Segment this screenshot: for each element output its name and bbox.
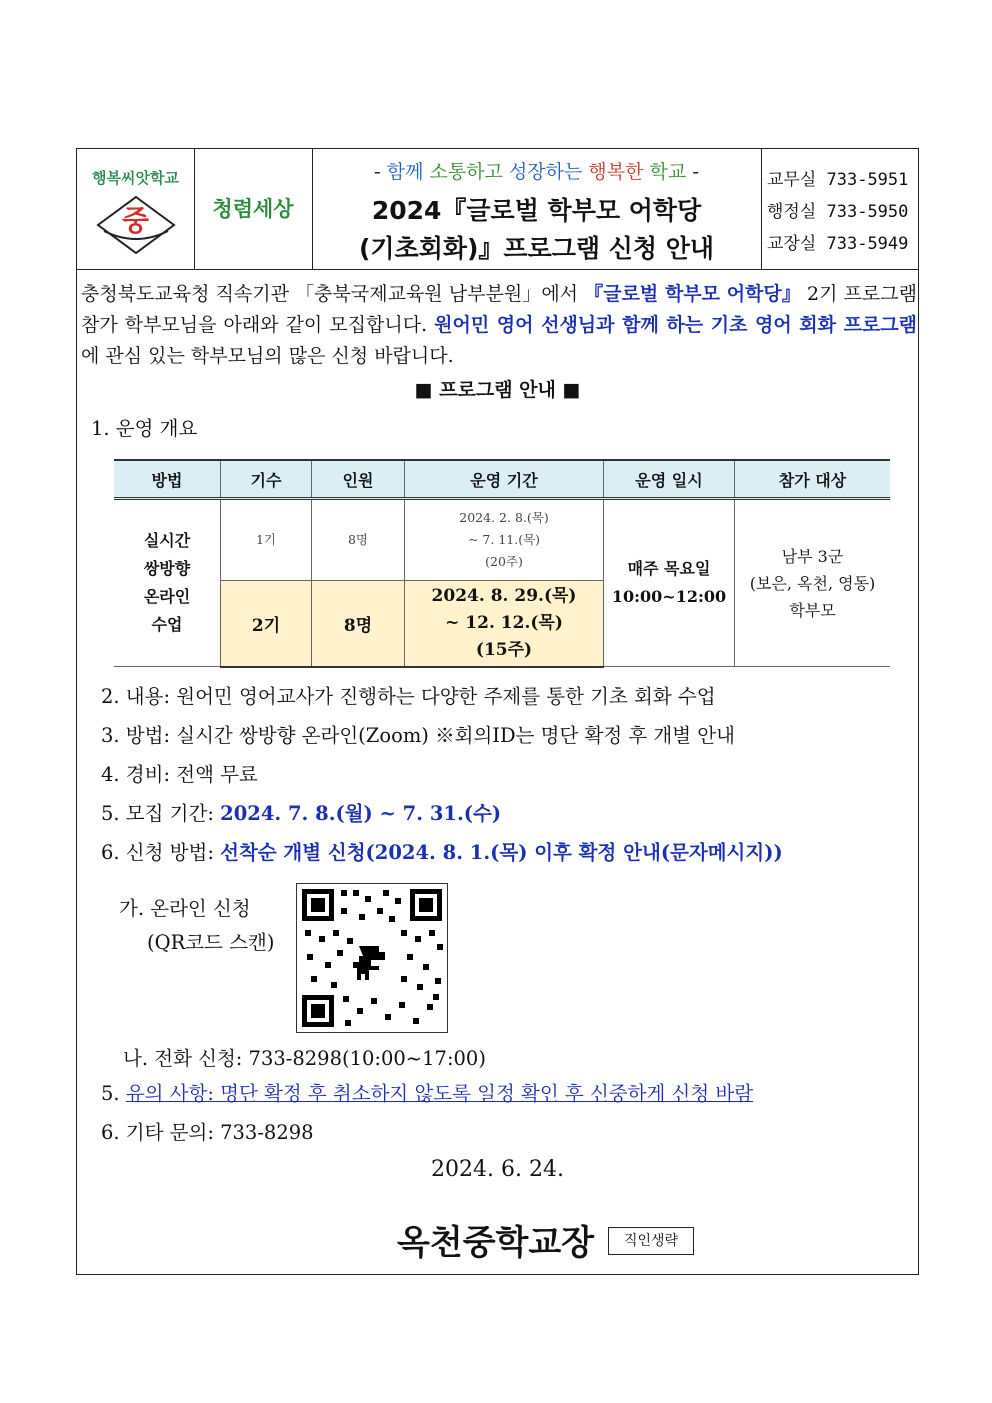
phone-apply: 나. 전화 신청: 733-8298(10:00~17:00)	[123, 1047, 486, 1070]
section-title: ■ 프로그램 안내 ■	[414, 379, 581, 401]
qr-code-icon	[297, 884, 447, 1032]
integrity-logo	[194, 149, 313, 269]
phone-list	[761, 149, 918, 269]
page-title-line1: 2024『글로벌 학부모 어학당	[371, 196, 702, 225]
title-box	[312, 149, 762, 269]
item-3: 3. 방법: 실시간 쌍방향 온라인(Zoom) ※회의ID는 명단 확정 후 개별 안내	[101, 724, 735, 747]
emblem-char: 중	[121, 204, 150, 237]
item-6-inquiry: 6. 기타 문의: 733-8298	[101, 1121, 314, 1144]
school-logo	[77, 149, 195, 269]
table-row	[114, 499, 890, 581]
page-title-line2: (기초회화)』프로그램 신청 안내	[358, 234, 715, 263]
count-cell: 8명	[312, 499, 405, 581]
period-cell: 2024. 2. 8.(목) ~ 7. 11.(목) (20주)	[405, 499, 604, 581]
item-4: 4. 경비: 전액 무료	[101, 763, 258, 786]
online-apply-label: 가. 온라인 신청	[119, 897, 251, 920]
col-schedule: 운영 일시	[604, 460, 735, 499]
item-1: 1. 운영 개요	[91, 417, 198, 440]
col-period: 운영 기간	[405, 460, 604, 499]
term-cell: 1기	[221, 499, 312, 581]
integrity-logo-text: 청렴세상	[212, 197, 294, 221]
phone-principal: 교장실 733-5949	[767, 234, 909, 254]
school-slogan: - 함께 소통하고 성장하는 행복한 학교 -	[373, 161, 700, 183]
signature: 옥천중학교장	[397, 1223, 595, 1263]
term-cell: 2기	[221, 581, 312, 667]
col-target: 참가 대상	[735, 460, 891, 499]
document-date: 2024. 6. 24.	[431, 1157, 564, 1182]
item-6: 6. 신청 방법: 선착순 개별 신청(2024. 8. 1.(목) 이후 확정 안내(문자메시지))	[101, 841, 783, 864]
table-header-row	[114, 460, 890, 499]
phone-office: 교무실 733-5951	[767, 170, 909, 190]
period-cell: 2024. 8. 29.(목) ~ 12. 12.(목) (15주)	[405, 581, 604, 667]
qr-scan-label: (QR코드 스캔)	[147, 931, 275, 954]
count-cell: 8명	[312, 581, 405, 667]
document-frame	[76, 148, 919, 1275]
schedule-table	[114, 459, 890, 668]
col-term: 기수	[221, 460, 312, 499]
logo-slogan-text: 행복씨앗학교	[92, 169, 179, 187]
col-count: 인원	[312, 460, 405, 499]
header	[77, 149, 918, 270]
intro-paragraph: 충청북도교육청 직속기관 「충북국제교육원 남부분원」에서 『글로벌 학부모 어학당』 2기 프로그램 참가 학부모님을 아래와 같이 모집합니다. 원어민 영어 선생님과 함께 하는 기초 영어 회화 프로그램에 관심 있는 학부모님의 많은 신청 바랍니다.	[81, 283, 917, 367]
phone-admin: 행정실 733-5950	[767, 202, 909, 222]
col-method: 방법	[114, 460, 221, 499]
method-cell: 실시간 쌍방향 온라인 수업	[114, 499, 221, 667]
item-5: 5. 모집 기간: 2024. 7. 8.(월) ~ 7. 31.(수)	[101, 802, 502, 825]
item-2: 2. 내용: 원어민 영어교사가 진행하는 다양한 주제를 통한 기초 회화 수업	[101, 685, 716, 708]
stamp-omitted: 직인생략	[608, 1227, 694, 1255]
qr-code[interactable]	[296, 883, 448, 1033]
target-cell: 남부 3군 (보은, 옥천, 영동) 학부모	[735, 499, 891, 667]
item-5-notice: 5. 유의 사항: 명단 확정 후 취소하지 않도록 일정 확인 후 신중하게 신청 바람	[101, 1082, 754, 1105]
schedule-cell: 매주 목요일 10:00~12:00	[604, 499, 735, 667]
